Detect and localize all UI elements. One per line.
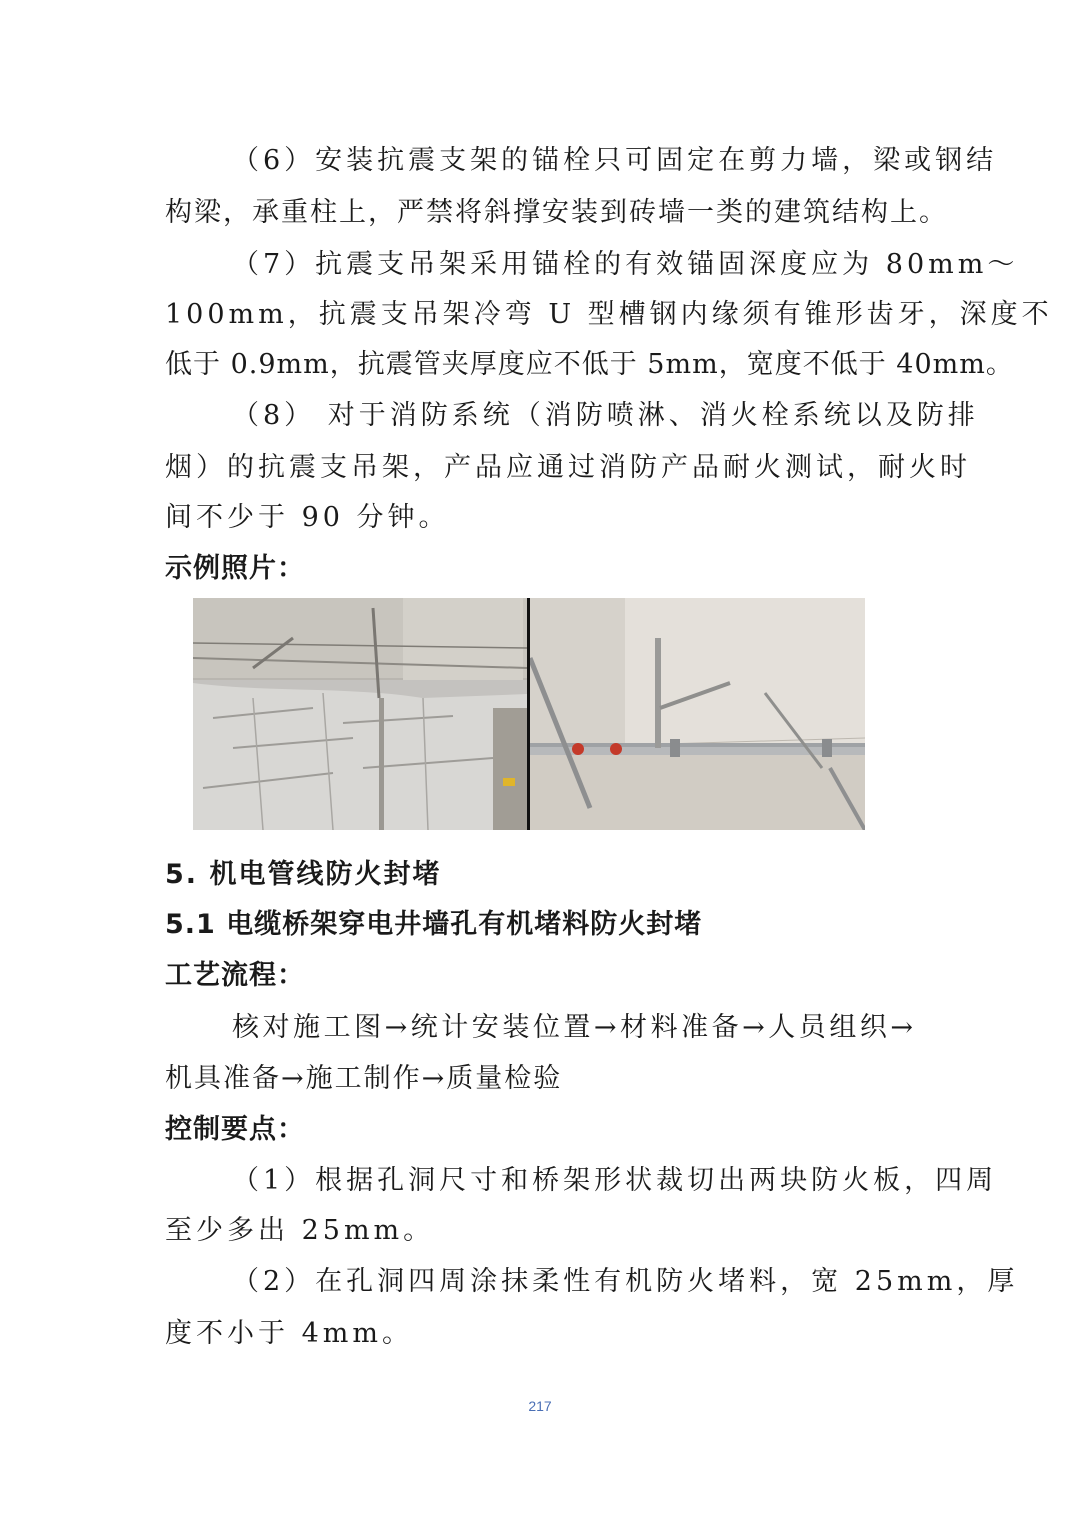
paragraph-8-line-1: （8） 对于消防系统（消防喷淋、消火栓系统以及防排 bbox=[232, 400, 979, 431]
example-photos bbox=[193, 598, 865, 830]
paragraph-8-line-3: 间不少于 90 分钟。 bbox=[165, 502, 450, 533]
paragraph-7-line-1: （7）抗震支吊架采用锚栓的有效锚固深度应为 80mm～ bbox=[232, 249, 1019, 280]
control-point-1-line-2: 至少多出 25mm。 bbox=[165, 1215, 435, 1246]
page-number: 217 bbox=[528, 1398, 552, 1414]
process-heading: 工艺流程： bbox=[165, 960, 305, 991]
control-point-1-line-1: （1）根据孔洞尺寸和桥架形状裁切出两块防火板，四周 bbox=[232, 1165, 998, 1196]
control-points-heading: 控制要点： bbox=[165, 1114, 305, 1145]
section-heading-5: 5. 机电管线防火封堵 bbox=[165, 859, 442, 890]
process-line-2: 机具准备→施工制作→质量检验 bbox=[165, 1063, 563, 1094]
photo-insulated-duct-seismic-support bbox=[193, 598, 527, 830]
photo-pipe-seismic-support bbox=[530, 598, 865, 830]
subsection-heading-5-1: 5.1 电缆桥架穿电井墙孔有机堵料防火封堵 bbox=[165, 909, 703, 940]
paragraph-8-line-2: 烟）的抗震支吊架，产品应通过消防产品耐火测试，耐火时 bbox=[165, 452, 971, 483]
paragraph-7-line-2: 100mm，抗震支吊架冷弯 U 型槽钢内缘须有锥形齿牙，深度不 bbox=[165, 299, 1053, 330]
paragraph-6-line-2: 构梁，承重柱上，严禁将斜撑安装到砖墙一类的建筑结构上。 bbox=[165, 197, 948, 228]
control-point-2-line-2: 度不小于 4mm。 bbox=[165, 1318, 413, 1349]
process-line-1: 核对施工图→统计安装位置→材料准备→人员组织→ bbox=[232, 1012, 915, 1043]
paragraph-6-line-1: （6）安装抗震支架的锚栓只可固定在剪力墙，梁或钢结 bbox=[232, 145, 998, 176]
example-photos-heading: 示例照片： bbox=[165, 553, 305, 584]
paragraph-7-line-3: 低于 0.9mm，抗震管夹厚度应不低于 5mm，宽度不低于 40mm。 bbox=[165, 349, 1014, 380]
control-point-2-line-1: （2）在孔洞四周涂抹柔性有机防火堵料，宽 25mm，厚 bbox=[232, 1266, 1019, 1297]
